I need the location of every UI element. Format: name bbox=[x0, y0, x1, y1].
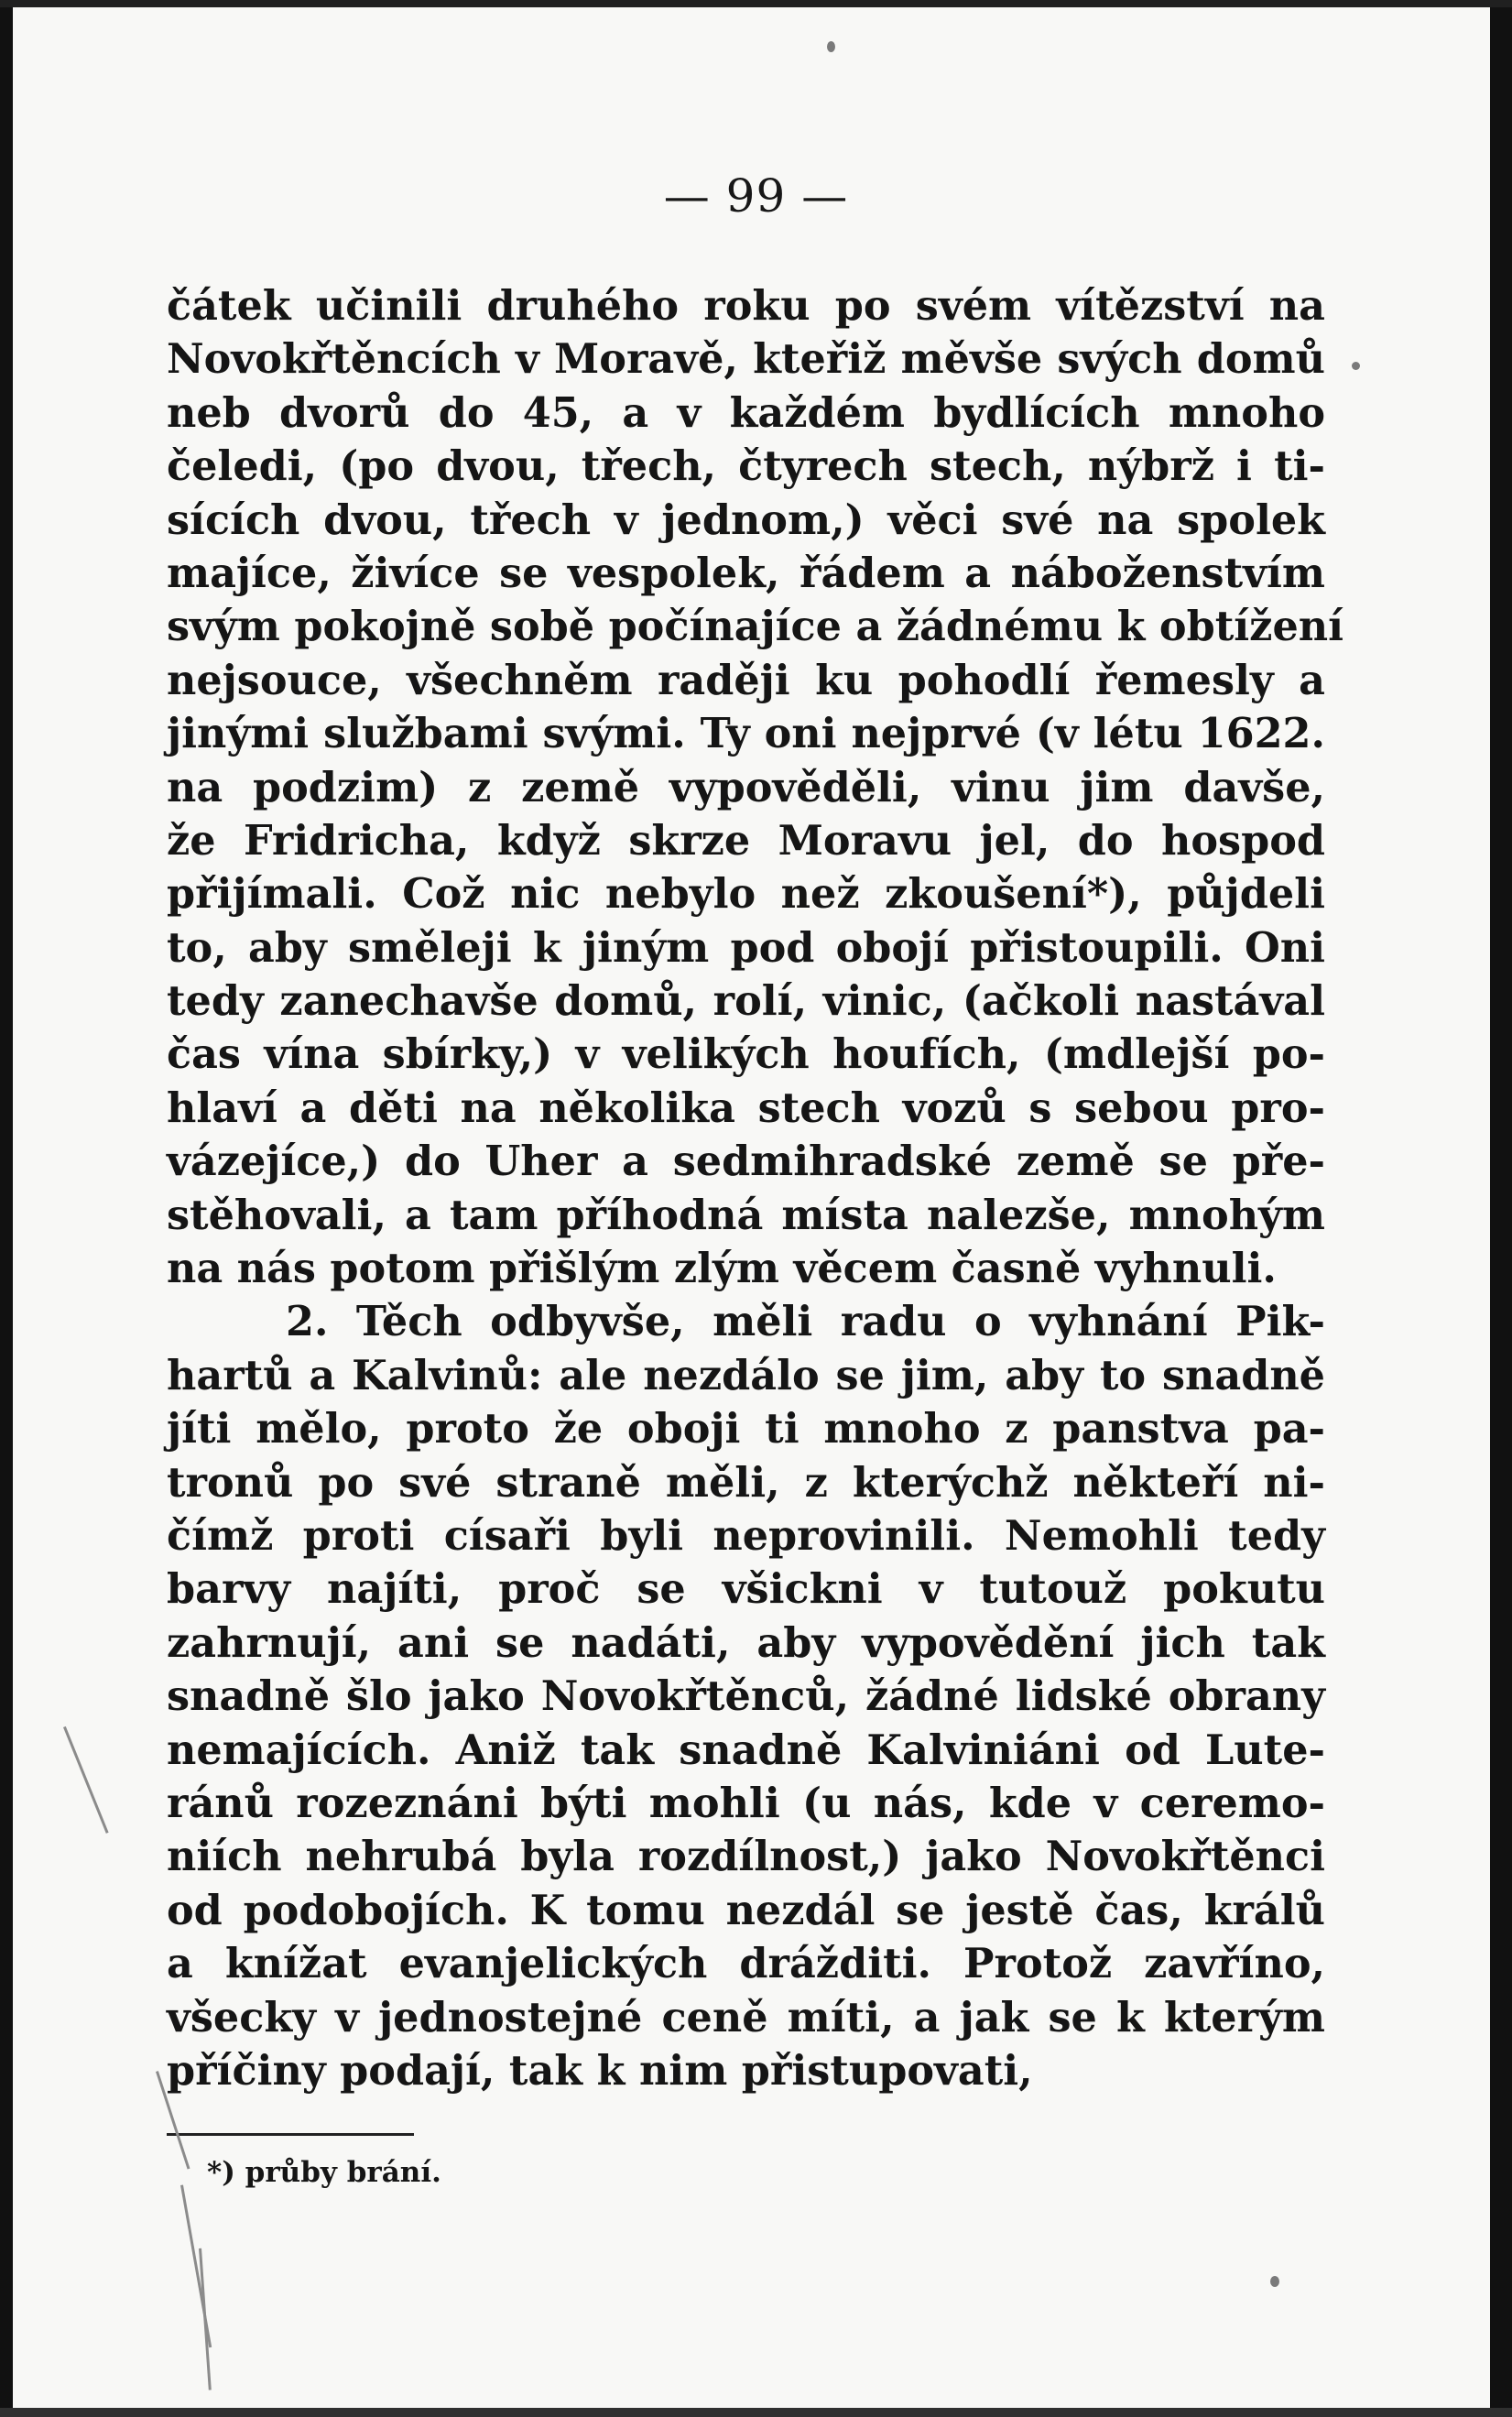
footnote: *) průby brání. bbox=[207, 2156, 441, 2189]
text-line: jíti mělo, proto že oboji ti mnoho z panstva pa- bbox=[167, 1405, 1325, 1453]
text-line: hlaví a děti na několika stech vozů s sebou pro- bbox=[167, 1083, 1325, 1132]
text-line: to, aby směleji k jiným pod obojí přistoupili. Oni bbox=[167, 923, 1325, 972]
text-line: nejsouce, všechněm raději ku pohodlí řemesly a bbox=[167, 656, 1325, 704]
text-line: čátek učinili druhého roku po svém vítězství na bbox=[167, 282, 1325, 330]
text-line: čímž proti císaři byli neprovinili. Nemohli tedy bbox=[167, 1511, 1325, 1560]
text-line: Novokřtěncích v Moravě, kteřiž měvše svých domů bbox=[167, 335, 1325, 384]
text-line: čas vína sbírky,) v velikých houfích, (mdlejší po- bbox=[167, 1030, 1325, 1079]
text-line: čeledi, (po dvou, třech, čtyrech stech, nýbrž i ti- bbox=[167, 442, 1325, 491]
text-line: 2. Těch odbyvše, měli radu o vyhnání Pik- bbox=[286, 1298, 1325, 1346]
text-line: tronů po své straně měli, z kterýchž někteří ni- bbox=[167, 1458, 1325, 1507]
text-line: že Fridricha, když skrze Moravu jel, do hospod bbox=[167, 816, 1325, 865]
text-line: sících dvou, třech v jednom,) věci své na spolek bbox=[167, 495, 1325, 544]
text-line: od podobojích. K tomu nezdál se jestě čas, králů bbox=[167, 1886, 1325, 1934]
text-line: niích nehrubá byla rozdílnost,) jako Novokřtěnci bbox=[167, 1833, 1325, 1881]
text-line: majíce, živíce se vespolek, řádem a náboženstvím bbox=[167, 549, 1325, 597]
text-line: zahrnují, ani se nadáti, aby vypovědění jich tak bbox=[167, 1618, 1325, 1667]
text-line: příčiny podají, tak k nim přistupovati, bbox=[167, 2046, 1033, 2095]
left-scan-edge bbox=[0, 0, 13, 2417]
text-line: svým pokojně sobě počínajíce a žádnému k obtížení bbox=[167, 603, 1344, 651]
text-line: tedy zanechavše domů, rolí, vinic, (ačkoli nastával bbox=[167, 977, 1325, 1026]
text-line: na podzim) z země vypověděli, vinu jim davše, bbox=[167, 763, 1325, 811]
top-scan-edge bbox=[0, 0, 1512, 7]
scan-artifact-stroke bbox=[63, 1726, 109, 1834]
scan-speck bbox=[1270, 2276, 1279, 2287]
text-line: vázejíce,) do Uher a sedmihradské země se pře- bbox=[167, 1138, 1325, 1186]
scan-artifact-stroke bbox=[180, 2184, 212, 2347]
text-line: jinými službami svými. Ty oni nejprvé (v létu 1622. bbox=[167, 710, 1325, 758]
text-line: stěhovali, a tam příhodná místa nalezše, mnohým bbox=[167, 1191, 1325, 1239]
text-line: hartů a Kalvinů: ale nezdálo se jim, aby to snadně bbox=[167, 1351, 1325, 1399]
scan-speck bbox=[1352, 362, 1360, 370]
text-line: ránů rozeznáni býti mohli (u nás, kde v ceremo- bbox=[167, 1779, 1325, 1827]
right-scan-edge bbox=[1490, 0, 1512, 2417]
text-line: a knížat evanjelických drážditi. Protož zavříno, bbox=[167, 1940, 1325, 1988]
page-number: — 99 — bbox=[663, 169, 849, 223]
bottom-scan-edge bbox=[0, 2408, 1512, 2417]
scan-speck bbox=[827, 41, 835, 52]
text-line: všecky v jednostejné ceně míti, a jak se k kterým bbox=[167, 1993, 1325, 2041]
text-line: nemajících. Aniž tak snadně Kalviniáni od Lute- bbox=[167, 1726, 1325, 1774]
text-line: přijímali. Což nic nebylo než zkoušení*), půjdeli bbox=[167, 870, 1325, 919]
scan-artifact-stroke bbox=[199, 2248, 212, 2390]
text-line: neb dvorů do 45, a v každém bydlících mnoho bbox=[167, 388, 1325, 437]
text-line: barvy najíti, proč se všickni v tutouž pokutu bbox=[167, 1565, 1325, 1614]
body-text bbox=[167, 279, 1344, 2097]
text-line: snadně šlo jako Novokřtěnců, žádné lidské obrany bbox=[167, 1672, 1325, 1721]
text-line: na nás potom přišlým zlým věcem časně vyhnuli. bbox=[167, 1245, 1277, 1293]
footnote-divider bbox=[167, 2133, 414, 2136]
